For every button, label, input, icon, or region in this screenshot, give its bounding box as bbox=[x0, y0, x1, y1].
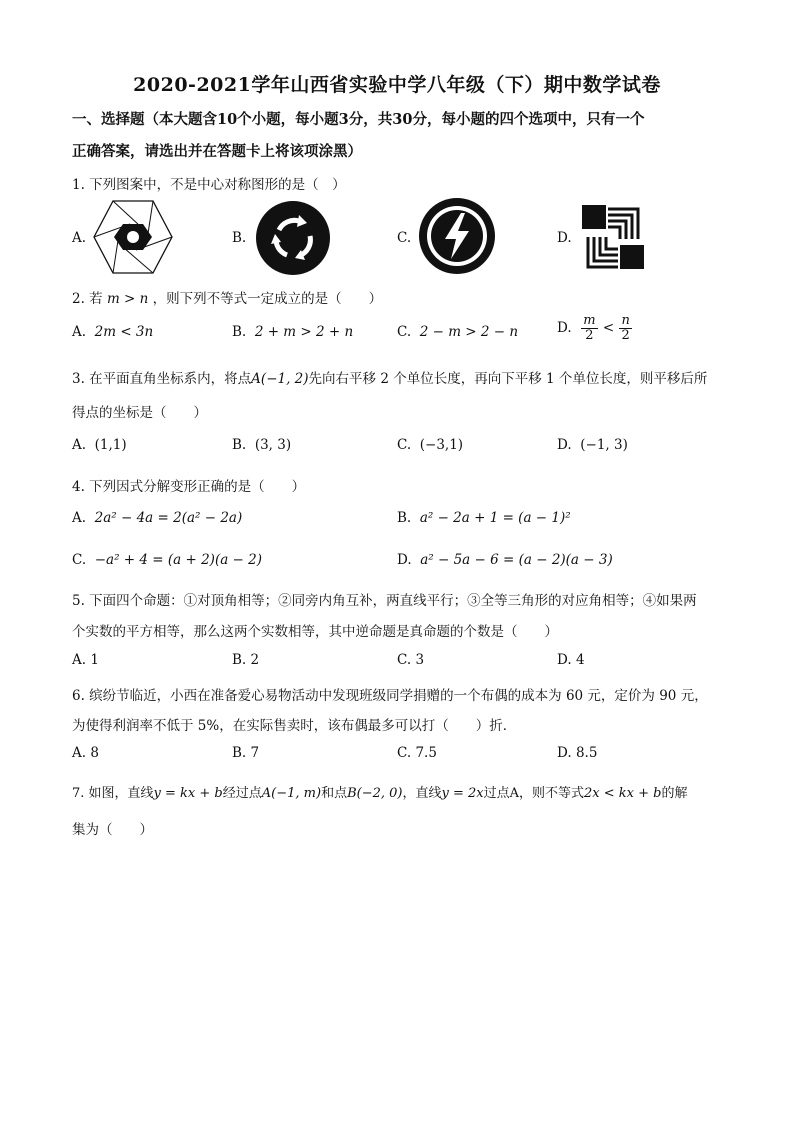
q1-label-b: B. bbox=[232, 230, 247, 246]
q3-option-d bbox=[557, 437, 628, 453]
q4-option-c bbox=[72, 552, 262, 568]
q5-option-d bbox=[557, 652, 585, 668]
q3-option-b bbox=[232, 437, 291, 453]
option-label: A. bbox=[72, 324, 87, 340]
q5-option-c bbox=[397, 652, 424, 668]
option-text: 7 bbox=[250, 745, 260, 761]
option-text: 2 + m > 2 + n bbox=[254, 324, 354, 340]
option-label: A. bbox=[72, 652, 87, 668]
option-text: 2a² − 4a = 2(a² − 2a) bbox=[94, 510, 243, 526]
option-text: 8 bbox=[90, 745, 99, 761]
option-text: (3, 3) bbox=[254, 437, 292, 453]
option-text: 2m < 3n bbox=[94, 324, 154, 340]
q4-option-d bbox=[397, 552, 613, 568]
q6-option-d bbox=[557, 745, 597, 761]
section-heading-line2: 正确答案，请选出并在答题卡上将该项涂黑） bbox=[72, 143, 362, 160]
q6-stem-line2: 为使得利润率不低于 5%，在实际售卖时，该布偶最多可以打（ ）折． bbox=[72, 718, 517, 734]
q7-point-a: A(−1, m) bbox=[261, 786, 322, 801]
q5-stem-line2: 个实数的平方相等，那么这两个实数相等，其中逆命题是真命题的个数是（ ） bbox=[72, 624, 558, 640]
q3-option-a bbox=[72, 437, 127, 453]
q6-option-b bbox=[232, 745, 259, 761]
q2-condition: m > n bbox=[106, 291, 149, 307]
recycle-arrows-figure bbox=[255, 200, 331, 276]
q7-line2: y = 2x bbox=[441, 786, 484, 801]
q4-stem: 4. 下列因式分解变形正确的是（ ） bbox=[72, 479, 306, 495]
q6-option-a bbox=[72, 745, 99, 761]
section-heading-line1: 一、选择题（本大题含10个小题，每小题3分，共30分，每小题的四个选项中，只有一个 bbox=[72, 111, 645, 128]
q3-option-c bbox=[397, 437, 463, 453]
option-text: 7.5 bbox=[415, 745, 437, 761]
q7-stem-f: 的解 bbox=[661, 786, 688, 801]
q1-label-c: C. bbox=[397, 230, 412, 246]
option-text: (1,1) bbox=[94, 437, 127, 453]
q3-stem-b: 先向右平移 2 个单位长度，再向下平移 1 个单位长度，则平移后所 bbox=[308, 371, 708, 387]
q5-stem-line1: 5. 下面四个命题：①对顶角相等；②同旁内角互补，两直线平行；③全等三角形的对应角相等；④如果两 bbox=[72, 593, 697, 609]
option-label: A. bbox=[72, 745, 87, 761]
option-label: A. bbox=[72, 510, 87, 526]
option-label: A. bbox=[72, 437, 87, 453]
q3-point: A(−1, 2) bbox=[251, 371, 309, 387]
q3-stem-line1 bbox=[72, 367, 707, 387]
fraction-n-over-2: $\frac{n}{2}$ bbox=[621, 313, 630, 343]
q7-point-b: B(−2, 0) bbox=[347, 786, 403, 801]
lightning-circle-figure bbox=[418, 197, 496, 275]
page-title: 2020-2021学年山西省实验中学八年级（下）期中数学试卷 bbox=[133, 74, 661, 96]
q7-stem-d: ，直线 bbox=[402, 786, 442, 801]
option-label: D. bbox=[397, 552, 412, 568]
q5-option-b bbox=[232, 652, 259, 668]
q4-option-b bbox=[397, 510, 571, 526]
q1-label-d: D. bbox=[557, 230, 572, 246]
q3-stem-line2: 得点的坐标是（ ） bbox=[72, 405, 207, 421]
option-label: D. bbox=[557, 437, 572, 453]
q2-option-d bbox=[557, 314, 633, 343]
option-label: C. bbox=[72, 552, 87, 568]
q2-stem-lead: 2. 若 bbox=[72, 291, 103, 307]
q1-label-a: A. bbox=[72, 230, 87, 246]
option-text: 3 bbox=[415, 652, 425, 668]
option-text: 1 bbox=[90, 652, 99, 668]
option-text: 4 bbox=[575, 652, 585, 668]
hexagon-pinwheel-figure bbox=[92, 198, 174, 276]
q1-stem: 1. 下列图案中，不是中心对称图形的是（ ） bbox=[72, 177, 346, 193]
option-label: C. bbox=[397, 324, 412, 340]
option-label: D. bbox=[557, 320, 572, 336]
option-text: 8.5 bbox=[575, 745, 598, 761]
q7-stem-e: 过点A，则不等式 bbox=[483, 786, 584, 801]
q2-option-b bbox=[232, 324, 353, 340]
option-label: B. bbox=[232, 324, 247, 340]
option-text: (−1, 3) bbox=[580, 437, 628, 453]
q7-stem-a: 7. 如图，直线 bbox=[72, 786, 154, 801]
q2-stem bbox=[72, 287, 382, 307]
option-label: D. bbox=[557, 652, 572, 668]
q5-option-a bbox=[72, 652, 99, 668]
option-label: B. bbox=[232, 745, 247, 761]
q6-stem-line1: 6. 缤纷节临近，小西在准备爱心易物活动中发现班级同学捐赠的一个布偶的成本为 60 元，定价为 90 元， bbox=[72, 688, 708, 704]
option-label: C. bbox=[397, 437, 412, 453]
option-text: a² − 5a − 6 = (a − 2)(a − 3) bbox=[420, 552, 613, 568]
option-label: B. bbox=[397, 510, 412, 526]
q7-stem-b: 经过点 bbox=[222, 786, 262, 801]
q7-line1: y = kx + b bbox=[153, 786, 223, 801]
q7-stem-line1 bbox=[72, 782, 687, 801]
option-text: a² − 2a + 1 = (a − 1)² bbox=[419, 510, 571, 526]
q6-option-c bbox=[397, 745, 437, 761]
relation: < bbox=[602, 320, 615, 336]
option-label: C. bbox=[397, 652, 412, 668]
option-label: B. bbox=[232, 437, 247, 453]
q7-inequality: 2x < kx + b bbox=[584, 786, 662, 801]
option-text: −a² + 4 = (a + 2)(a − 2) bbox=[94, 552, 263, 568]
stairs-squares-figure bbox=[580, 203, 648, 273]
option-text: 2 − m > 2 − n bbox=[419, 324, 519, 340]
q2-option-a bbox=[72, 324, 153, 340]
option-label: B. bbox=[232, 652, 247, 668]
q3-stem-a: 3. 在平面直角坐标系内，将点 bbox=[72, 371, 252, 387]
option-text: 2 bbox=[250, 652, 260, 668]
q4-option-a bbox=[72, 510, 242, 526]
q2-option-c bbox=[397, 324, 518, 340]
option-label: C. bbox=[397, 745, 412, 761]
q7-stem-line2: 集为（ ） bbox=[72, 822, 153, 838]
q2-stem-tail: ，则下列不等式一定成立的是（ ） bbox=[152, 291, 383, 307]
q7-stem-c: 和点 bbox=[321, 786, 348, 801]
option-label: D. bbox=[557, 745, 572, 761]
fraction-m-over-2: $\frac{m}{2}$ bbox=[583, 313, 596, 343]
option-text: (−3,1) bbox=[419, 437, 464, 453]
